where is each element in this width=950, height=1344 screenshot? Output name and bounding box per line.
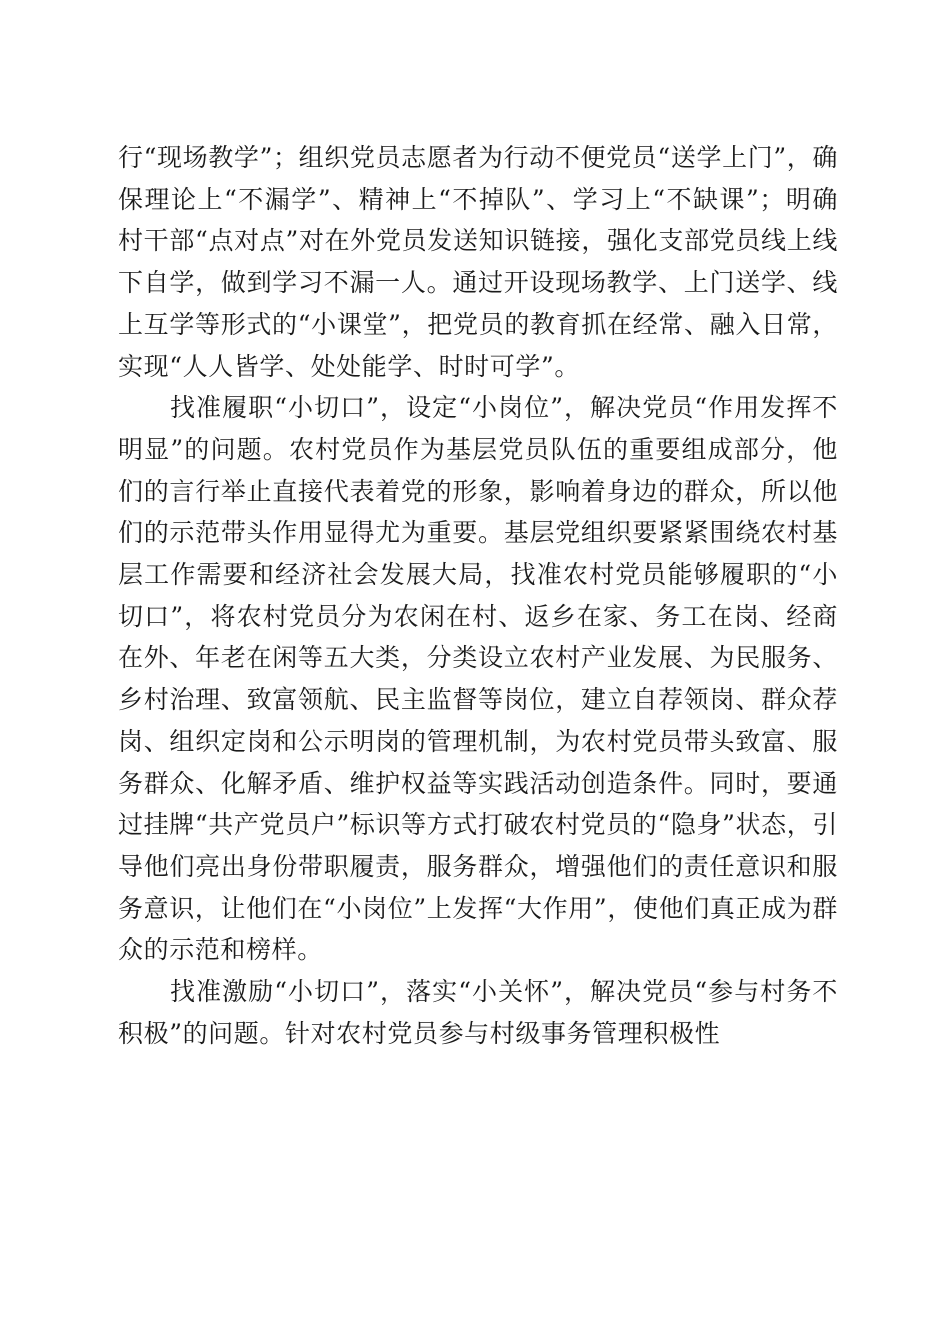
paragraph-incentive: 找准激励“小切口”，落实“小关怀”，解决党员“参与村务不积极”的问题。针对农村党员参与村级事务管理积极性 [118, 977, 838, 1048]
document-body [118, 137, 838, 1054]
paragraph-continuation: 行“现场教学”；组织党员志愿者为行动不便党员“送学上门”，确保理论上“不漏学”、精神上“不掉队”、学习上“不缺课”；明确村干部“点对点”对在外党员发送知识链接，强化支部党员线上线下自学，做到学习不漏一人。通过开设现场教学、上门送学、线上互学等形式的“小课堂”，把党员的教育抓在经常、融入日常，实现“人人皆学、处处能学、时时可学”。 [118, 143, 838, 381]
paragraph-duty-performance: 找准履职“小切口”，设定“小岗位”，解决党员“作用发挥不明显”的问题。农村党员作为基层党员队伍的重要组成部分，他们的言行举止直接代表着党的形象，影响着身边的群众，所以他们的示范带头作用显得尤为重要。基层党组织要紧紧围绕农村基层工作需要和经济社会发展大局，找准农村党员能够履职的“小切口”，将农村党员分为农闲在村、返乡在家、务工在岗、经商在外、年老在闲等五大类，分类设立农村产业发展、为民服务、乡村治理、致富领航、民主监督等岗位，建立自荐领岗、群众荐岗、组织定岗和公示明岗的管理机制，为农村党员带头致富、服务群众、化解矛盾、维护权益等实践活动创造条件。同时，要通过挂牌“共产党员户”标识等方式打破农村党员的“隐身”状态，引导他们亮出身份带职履责，服务群众，增强他们的责任意识和服务意识，让他们在“小岗位”上发挥“大作用”，使他们真正成为群众的示范和榜样。 [118, 393, 838, 965]
